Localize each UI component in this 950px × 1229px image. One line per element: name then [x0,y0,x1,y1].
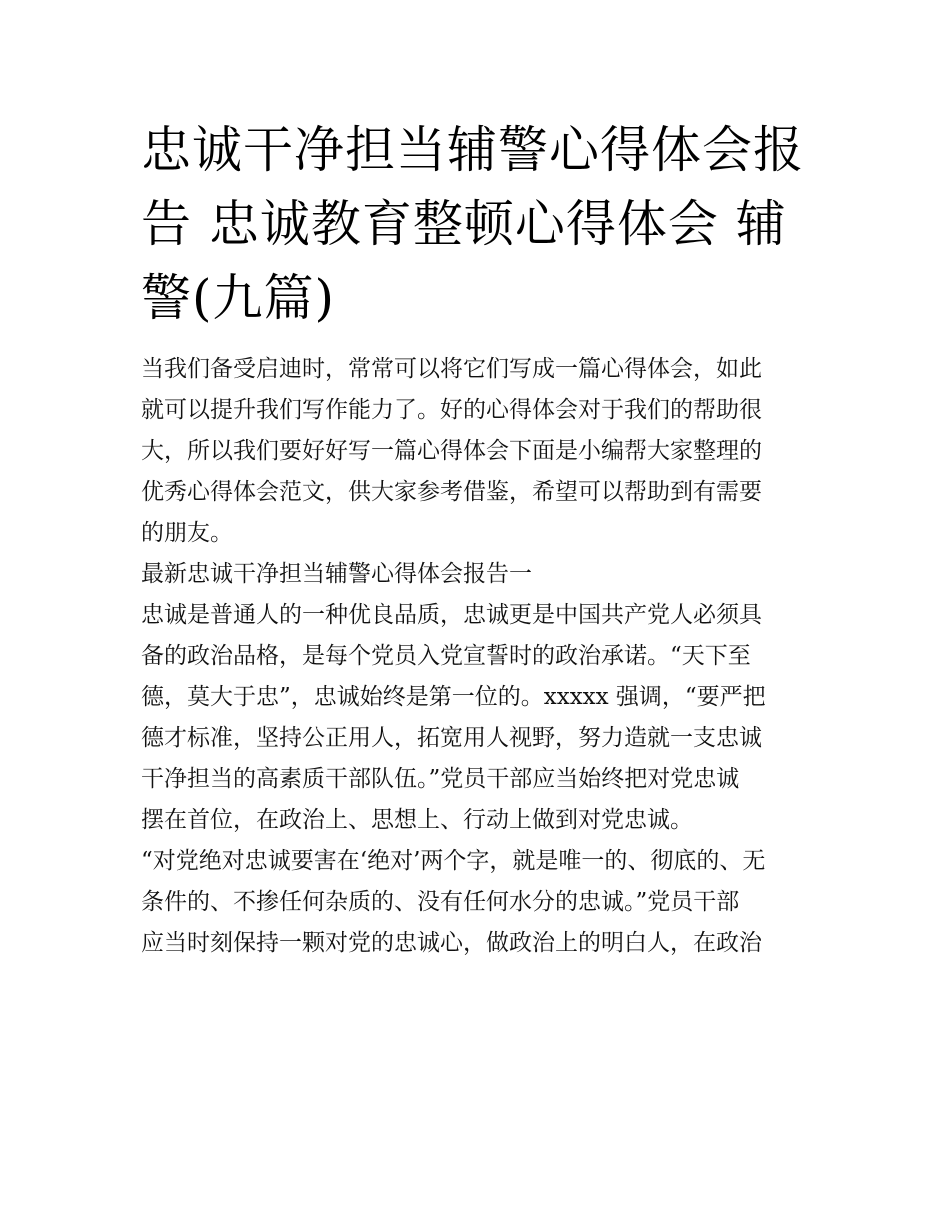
text-line: 备的政治品格，是每个党员入党宣誓时的政治承诺。“天下至 [141,643,751,669]
text-line: 干净担当的高素质干部队伍。”党员干部应当始终把对党忠诚 [141,766,740,792]
paragraph-two [141,841,821,964]
text-line: 忠诚是普通人的一种优良品质，忠诚更是中国共产党人必须具 [141,602,762,628]
paragraph-one [141,595,821,841]
text-line: 的朋友。 [141,520,233,546]
section-heading: 最新忠诚干净担当辅警心得体会报告一 [141,561,532,587]
text-line: 当我们备受启迪时，常常可以将它们写成一篇心得体会，如此 [141,356,762,382]
text-line: 就可以提升我们写作能力了。好的心得体会对于我们的帮助很 [141,397,762,423]
title-line: 警(九篇) [141,269,336,327]
title-line: 忠诚干净担当辅警心得体会报 [141,121,804,179]
text-line: 德才标准，坚持公正用人，拓宽用人视野，努力造就一支忠诚 [141,725,762,751]
text-line: 优秀心得体会范文，供大家参考借鉴，希望可以帮助到有需要 [141,479,762,505]
document-title [141,113,821,335]
title-line: 告 忠诚教育整顿心得体会 辅 [141,195,787,253]
intro-paragraph [141,349,821,554]
text-line: 德，莫大于忠”，忠诚始终是第一位的。xxxxx 强调，“要严把 [141,684,766,710]
text-line: 大，所以我们要好好写一篇心得体会下面是小编帮大家整理的 [141,438,762,464]
text-line: 摆在首位，在政治上、思想上、行动上做到对党忠诚。 [141,807,693,833]
text-line: “对党绝对忠诚要害在‘绝对’两个字，就是唯一的、彻底的、无 [141,848,766,874]
document-content [141,113,821,964]
document-body [141,349,821,964]
text-line: 条件的、不掺任何杂质的、没有任何水分的忠诚。”党员干部 [141,889,740,915]
text-line: 应当时刻保持一颗对党的忠诚心，做政治上的明白人，在政治 [141,930,762,956]
